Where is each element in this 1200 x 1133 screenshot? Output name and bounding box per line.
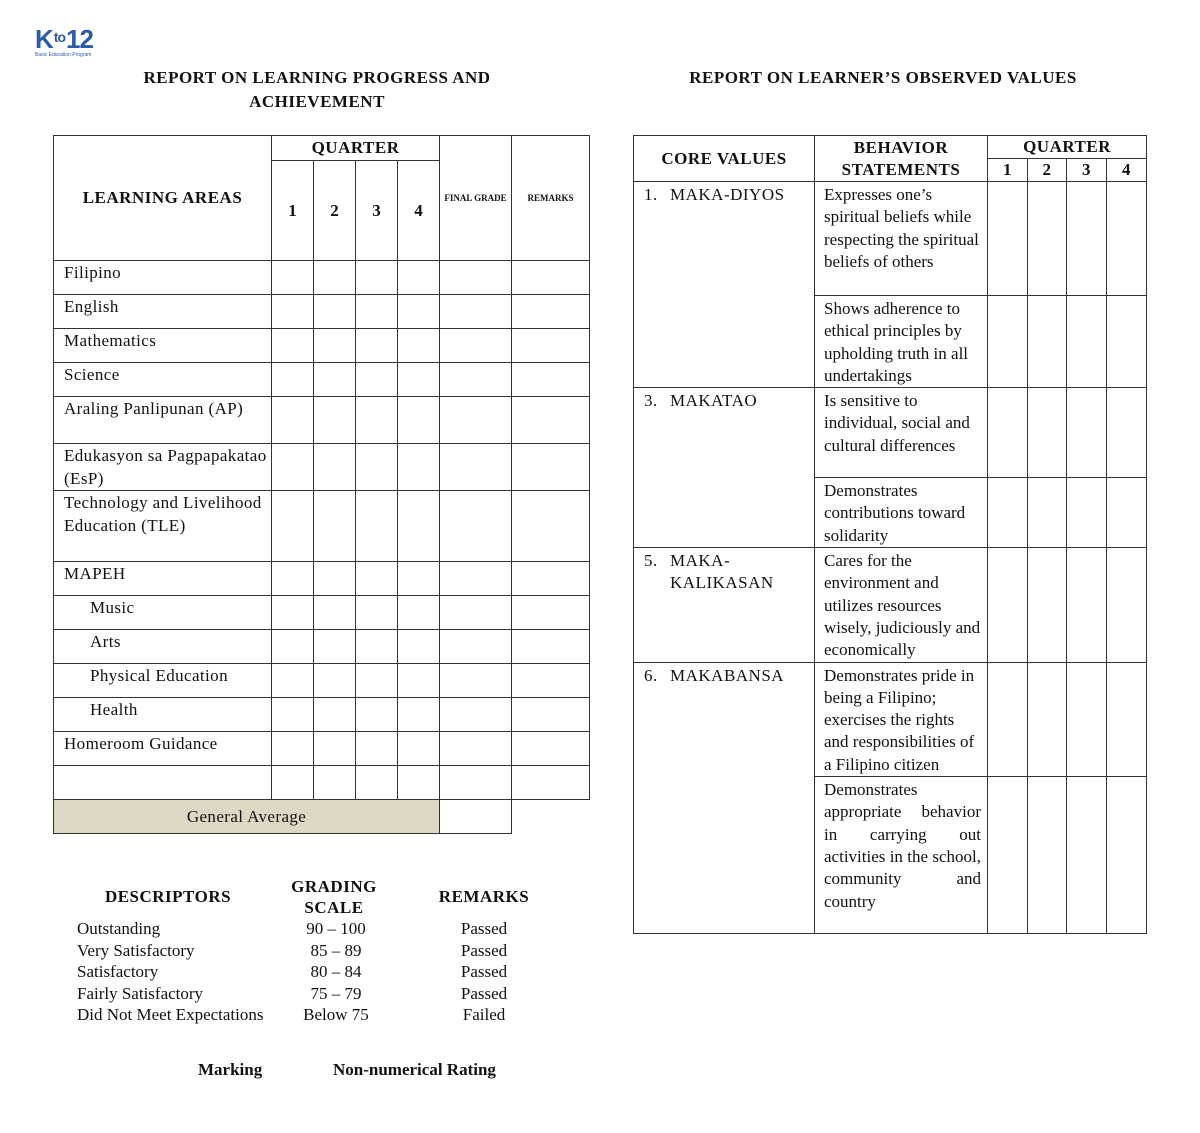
value-rating-cell[interactable] <box>1107 478 1147 548</box>
quarter-grade-cell[interactable] <box>314 363 356 397</box>
learning-area-row <box>54 397 590 444</box>
quarter-grade-cell[interactable] <box>314 397 356 444</box>
learning-area-row <box>54 596 590 630</box>
descriptors-header: DESCRIPTORS <box>104 887 232 906</box>
descriptor-remark: Passed <box>460 919 508 938</box>
quarter-grade-cell[interactable] <box>272 261 314 295</box>
quarter-number: 3 <box>356 161 398 261</box>
value-rating-cell[interactable] <box>988 548 1028 662</box>
remarks-cell[interactable] <box>512 766 590 800</box>
quarter-grade-cell[interactable] <box>314 295 356 329</box>
marking-label: Marking <box>198 1060 263 1079</box>
behavior-statement: Demonstrates appropriate behavior in carrying out activities in the school, community and country <box>815 777 988 934</box>
core-value-cell <box>634 182 815 388</box>
learning-progress-heading: REPORT ON LEARNING PROGRESS AND ACHIEVEMENT <box>143 68 491 111</box>
quarter-grade-cell[interactable] <box>398 698 440 732</box>
value-rating-cell[interactable] <box>1067 388 1107 478</box>
logo-tagline: Basic Education Program <box>35 52 92 58</box>
remarks-cell[interactable] <box>512 261 590 295</box>
behavior-statement: Expresses one’s spiritual beliefs while respecting the spiritual beliefs of others <box>815 182 988 296</box>
value-rating-cell[interactable] <box>1067 662 1107 776</box>
quarter-grade-cell[interactable] <box>314 732 356 766</box>
learning-area-row <box>54 329 590 363</box>
learning-area-label: Science <box>54 363 272 397</box>
core-value-name: MAKA-DIYOS <box>670 185 785 204</box>
quarter-grade-cell[interactable] <box>272 329 314 363</box>
quarter-grade-cell[interactable] <box>314 766 356 800</box>
final-grade-cell[interactable] <box>440 562 512 596</box>
behavior-statements-header: BEHAVIOR STATEMENTS <box>815 136 988 182</box>
descriptor-remarks-header: REMARKS <box>438 887 530 906</box>
behavior-statement: Is sensitive to individual, social and cultural differences <box>815 388 988 478</box>
quarter-grade-cell[interactable] <box>356 397 398 444</box>
quarter-header: QUARTER <box>272 136 440 161</box>
quarter-grade-cell[interactable] <box>314 329 356 363</box>
quarter-grade-cell[interactable] <box>398 596 440 630</box>
descriptor-list <box>77 918 292 1026</box>
grading-scale-value: 90 – 100 <box>306 919 366 938</box>
quarter-grade-cell[interactable] <box>272 444 314 491</box>
final-grade-header: FINAL GRADE <box>440 136 512 261</box>
quarter-number: 3 <box>1067 159 1107 182</box>
quarter-grade-cell[interactable] <box>272 698 314 732</box>
learning-area-row <box>54 444 590 491</box>
learning-area-label <box>54 766 272 800</box>
grading-scale-value: Below 75 <box>303 1005 369 1024</box>
general-average-label: General Average <box>54 800 440 834</box>
final-grade-cell[interactable] <box>440 491 512 562</box>
learning-area-label: Edukasyon sa Pagpapakatao (EsP) <box>54 444 272 491</box>
final-grade-cell[interactable] <box>440 295 512 329</box>
quarter-grade-cell[interactable] <box>314 261 356 295</box>
core-value-name: MAKA-KALIKASAN <box>670 551 774 593</box>
final-grade-cell[interactable] <box>440 766 512 800</box>
grading-scale-value: 80 – 84 <box>310 962 362 981</box>
descriptor-remark: Passed <box>460 962 508 981</box>
behavior-row <box>634 182 1147 296</box>
blank-cell <box>512 800 590 834</box>
behavior-statement: Demonstrates pride in being a Filipino; exercises the rights and responsibilities of a Filipino citizen <box>815 662 988 776</box>
learning-area-label: MAPEH <box>54 562 272 596</box>
remarks-cell[interactable] <box>512 630 590 664</box>
values-quarter-header: QUARTER <box>988 136 1147 159</box>
quarter-grade-cell[interactable] <box>314 596 356 630</box>
quarter-grade-cell[interactable] <box>398 295 440 329</box>
value-rating-cell[interactable] <box>1028 182 1067 296</box>
value-rating-cell[interactable] <box>1107 388 1147 478</box>
learning-area-label: Araling Panlipunan (AP) <box>54 397 272 444</box>
final-grade-cell[interactable] <box>440 397 512 444</box>
value-rating-cell[interactable] <box>1067 548 1107 662</box>
descriptor-name: Did Not Meet Expectations <box>77 1005 264 1024</box>
value-rating-cell[interactable] <box>1107 296 1147 388</box>
quarter-grade-cell[interactable] <box>314 664 356 698</box>
quarter-grade-cell[interactable] <box>356 261 398 295</box>
learning-area-row <box>54 261 590 295</box>
quarter-grade-cell[interactable] <box>272 766 314 800</box>
value-rating-cell[interactable] <box>1028 296 1067 388</box>
quarter-grade-cell[interactable] <box>272 295 314 329</box>
quarter-grade-cell[interactable] <box>356 562 398 596</box>
core-value-cell <box>634 662 815 933</box>
quarter-grade-cell[interactable] <box>398 766 440 800</box>
learning-area-row <box>54 766 590 800</box>
quarter-grade-cell[interactable] <box>272 732 314 766</box>
grading-scale-value: 75 – 79 <box>310 983 362 1003</box>
behavior-statement: Shows adherence to ethical principles by upholding truth in all undertakings <box>815 296 988 388</box>
learning-area-label: Technology and Livelihood Education (TLE) <box>54 491 272 562</box>
remarks-cell[interactable] <box>512 596 590 630</box>
quarter-number: 1 <box>988 159 1028 182</box>
value-rating-cell[interactable] <box>988 662 1028 776</box>
quarter-grade-cell[interactable] <box>356 329 398 363</box>
quarter-grade-cell[interactable] <box>356 732 398 766</box>
grading-scale-list <box>290 918 382 1026</box>
behavior-row <box>634 388 1147 478</box>
value-rating-cell[interactable] <box>1107 662 1147 776</box>
learning-area-row <box>54 363 590 397</box>
remarks-header: REMARKS <box>512 136 590 261</box>
quarter-grade-cell[interactable] <box>356 630 398 664</box>
remarks-cell[interactable] <box>512 329 590 363</box>
grading-scale-value: 85 – 89 <box>310 940 362 960</box>
quarter-grade-cell[interactable] <box>272 397 314 444</box>
quarter-number: 4 <box>398 161 440 261</box>
value-rating-cell[interactable] <box>988 388 1028 478</box>
learning-area-row <box>54 630 590 664</box>
general-average-cell[interactable] <box>440 800 512 834</box>
descriptor-name: Very Satisfactory <box>77 940 195 960</box>
quarter-number: 4 <box>1107 159 1147 182</box>
learning-areas-table <box>53 135 590 834</box>
grading-scale-header: GRADING SCALE <box>291 877 377 917</box>
learning-area-label: Mathematics <box>54 329 272 363</box>
quarter-grade-cell[interactable] <box>398 491 440 562</box>
quarter-number: 2 <box>1028 159 1067 182</box>
quarter-grade-cell[interactable] <box>356 363 398 397</box>
quarter-grade-cell[interactable] <box>356 295 398 329</box>
descriptor-name: Satisfactory <box>77 962 159 981</box>
core-value-number: 1. <box>644 185 658 204</box>
core-value-number: 6. <box>644 665 658 685</box>
learning-area-label: Music <box>54 596 272 630</box>
core-value-name: MAKABANSA <box>670 665 785 685</box>
quarter-grade-cell[interactable] <box>398 562 440 596</box>
final-grade-cell[interactable] <box>440 698 512 732</box>
quarter-grade-cell[interactable] <box>398 444 440 491</box>
quarter-grade-cell[interactable] <box>356 766 398 800</box>
descriptor-remark: Passed <box>460 940 508 960</box>
final-grade-cell[interactable] <box>440 363 512 397</box>
behavior-statement: Cares for the environment and utilizes resources wisely, judiciously and economically <box>815 548 988 662</box>
value-rating-cell[interactable] <box>988 182 1028 296</box>
descriptor-name: Outstanding <box>77 919 161 938</box>
quarter-grade-cell[interactable] <box>356 491 398 562</box>
quarter-grade-cell[interactable] <box>272 562 314 596</box>
remarks-cell[interactable] <box>512 444 590 491</box>
value-rating-cell[interactable] <box>1028 662 1067 776</box>
descriptor-remark: Failed <box>462 1005 506 1024</box>
value-rating-cell[interactable] <box>1067 182 1107 296</box>
value-rating-cell[interactable] <box>1107 182 1147 296</box>
learning-areas-header: LEARNING AREAS <box>54 136 272 261</box>
core-value-cell <box>634 388 815 548</box>
quarter-grade-cell[interactable] <box>272 363 314 397</box>
quarter-grade-cell[interactable] <box>272 596 314 630</box>
quarter-grade-cell[interactable] <box>398 397 440 444</box>
quarter-number: 1 <box>272 161 314 261</box>
quarter-grade-cell[interactable] <box>314 491 356 562</box>
learning-area-row <box>54 732 590 766</box>
remarks-cell[interactable] <box>512 698 590 732</box>
final-grade-cell[interactable] <box>440 444 512 491</box>
descriptor-remark: Passed <box>460 983 508 1003</box>
value-rating-cell[interactable] <box>1067 777 1107 934</box>
remarks-cell[interactable] <box>512 397 590 444</box>
core-value-number: 5. <box>644 551 658 571</box>
final-grade-cell[interactable] <box>440 732 512 766</box>
remarks-cell[interactable] <box>512 562 590 596</box>
learning-area-row <box>54 295 590 329</box>
quarter-grade-cell[interactable] <box>314 562 356 596</box>
behavior-row <box>634 662 1147 776</box>
observed-values-table <box>633 135 1147 934</box>
remarks-cell[interactable] <box>512 491 590 562</box>
learning-area-row <box>54 491 590 562</box>
quarter-grade-cell[interactable] <box>356 444 398 491</box>
value-rating-cell[interactable] <box>1028 548 1067 662</box>
quarter-grade-cell[interactable] <box>356 596 398 630</box>
value-rating-cell[interactable] <box>1028 777 1067 934</box>
learning-area-label: Arts <box>54 630 272 664</box>
value-rating-cell[interactable] <box>1067 296 1107 388</box>
value-rating-cell[interactable] <box>1028 388 1067 478</box>
final-grade-cell[interactable] <box>440 664 512 698</box>
non-numerical-rating-label: Non-numerical Rating <box>333 1060 496 1079</box>
learning-area-label: Homeroom Guidance <box>54 732 272 766</box>
value-rating-cell[interactable] <box>1107 777 1147 934</box>
value-rating-cell[interactable] <box>988 296 1028 388</box>
quarter-grade-cell[interactable] <box>272 491 314 562</box>
behavior-statement: Demonstrates contributions toward solidarity <box>815 478 988 548</box>
quarter-grade-cell[interactable] <box>356 698 398 732</box>
behavior-row <box>634 548 1147 662</box>
final-grade-cell[interactable] <box>440 596 512 630</box>
quarter-grade-cell[interactable] <box>398 732 440 766</box>
quarter-grade-cell[interactable] <box>398 664 440 698</box>
learning-area-label: Filipino <box>54 261 272 295</box>
quarter-grade-cell[interactable] <box>272 664 314 698</box>
core-values-header: CORE VALUES <box>634 136 815 182</box>
core-value-number: 3. <box>644 391 658 411</box>
logo-wordmark: $K^{to}12$ <box>35 24 93 54</box>
final-grade-cell[interactable] <box>440 261 512 295</box>
final-grade-cell[interactable] <box>440 630 512 664</box>
core-value-cell <box>634 548 815 662</box>
kto12-logo <box>35 24 105 58</box>
core-value-name: MAKATAO <box>670 391 758 411</box>
observed-values-heading: REPORT ON LEARNER’S OBSERVED VALUES <box>689 68 1077 87</box>
remarks-cell[interactable] <box>512 363 590 397</box>
learning-area-row <box>54 698 590 732</box>
quarter-grade-cell[interactable] <box>398 261 440 295</box>
learning-area-label: Health <box>54 698 272 732</box>
remarks-cell[interactable] <box>512 295 590 329</box>
value-rating-cell[interactable] <box>988 777 1028 934</box>
quarter-number: 2 <box>314 161 356 261</box>
remarks-list <box>430 918 538 1026</box>
remarks-cell[interactable] <box>512 664 590 698</box>
value-rating-cell[interactable] <box>1107 548 1147 662</box>
final-grade-cell[interactable] <box>440 329 512 363</box>
quarter-grade-cell[interactable] <box>314 444 356 491</box>
learning-area-row <box>54 664 590 698</box>
value-rating-cell[interactable] <box>1028 478 1067 548</box>
quarter-grade-cell[interactable] <box>398 363 440 397</box>
quarter-grade-cell[interactable] <box>314 698 356 732</box>
learning-area-label: Physical Education <box>54 664 272 698</box>
quarter-grade-cell[interactable] <box>314 630 356 664</box>
learning-area-row <box>54 562 590 596</box>
quarter-grade-cell[interactable] <box>272 630 314 664</box>
learning-area-label: English <box>54 295 272 329</box>
quarter-grade-cell[interactable] <box>398 630 440 664</box>
value-rating-cell[interactable] <box>988 478 1028 548</box>
value-rating-cell[interactable] <box>1067 478 1107 548</box>
quarter-grade-cell[interactable] <box>398 329 440 363</box>
descriptor-name: Fairly Satisfactory <box>77 983 204 1003</box>
quarter-grade-cell[interactable] <box>356 664 398 698</box>
remarks-cell[interactable] <box>512 732 590 766</box>
